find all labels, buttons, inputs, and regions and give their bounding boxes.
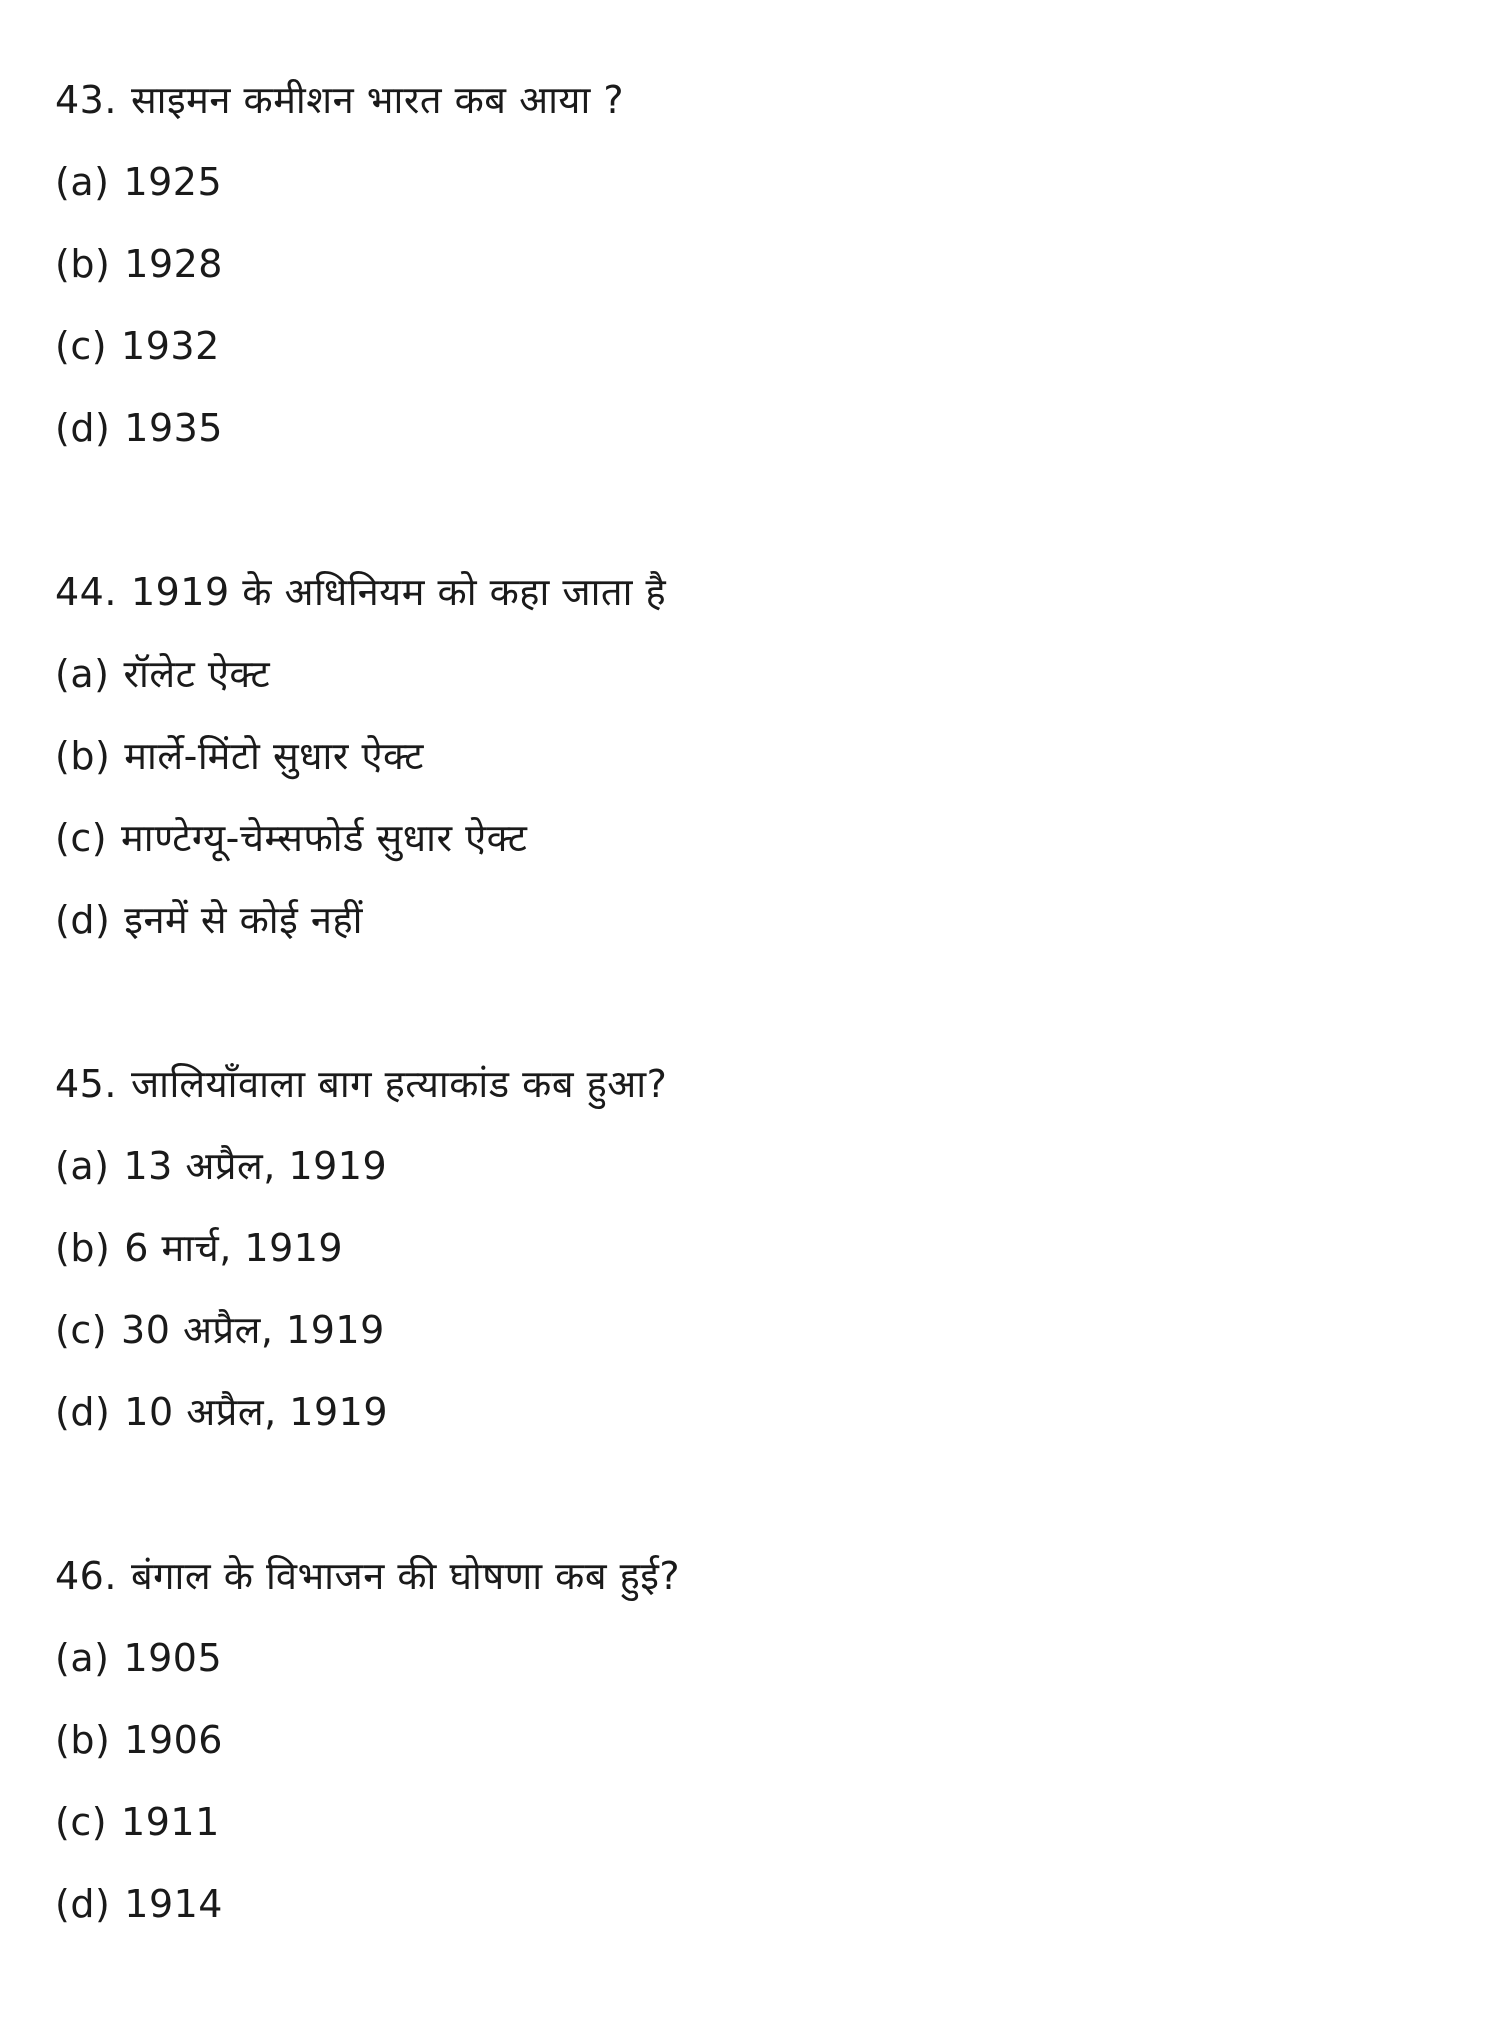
option-text: 1928: [124, 242, 223, 286]
option-text: 10 अप्रैल, 1919: [124, 1390, 388, 1434]
question-text-line: [55, 562, 666, 622]
question-number: 43.: [55, 78, 117, 122]
option-letter: (c): [55, 816, 108, 860]
question-text-line: [55, 1546, 680, 1606]
option-letter: (a): [55, 1636, 110, 1680]
option-letter: (b): [55, 242, 111, 286]
option-text: इनमें से कोई नहीं: [124, 898, 363, 942]
question-number: 44.: [55, 570, 117, 614]
option-c: [55, 1792, 220, 1852]
option-text: 1935: [124, 406, 223, 450]
question-text-line: [55, 1054, 667, 1114]
option-letter: (d): [55, 898, 111, 942]
option-letter: (b): [55, 1718, 111, 1762]
option-letter: (d): [55, 1390, 111, 1434]
option-c: [55, 316, 220, 376]
option-a: [55, 152, 222, 212]
option-d: [55, 890, 363, 950]
option-text: माण्टेग्यू-चेम्सफोर्ड सुधार ऐक्ट: [121, 816, 528, 860]
question-text-line: [55, 70, 624, 130]
option-letter: (d): [55, 406, 111, 450]
option-text: 30 अप्रैल, 1919: [121, 1308, 385, 1352]
option-b: [55, 1218, 343, 1278]
option-a: [55, 644, 270, 704]
option-text: 1932: [121, 324, 220, 368]
option-text: 1905: [123, 1636, 223, 1680]
option-text: 1906: [124, 1718, 223, 1762]
option-d: [55, 398, 223, 458]
question-number: 45.: [55, 1062, 117, 1106]
option-letter: (d): [55, 1882, 111, 1926]
question-text: 1919 के अधिनियम को कहा जाता है: [130, 570, 667, 614]
option-letter: (b): [55, 1226, 111, 1270]
question-text: साइमन कमीशन भारत कब आया ?: [130, 78, 625, 122]
option-text: 13 अप्रैल, 1919: [123, 1144, 388, 1188]
option-letter: (c): [55, 1800, 108, 1844]
option-letter: (a): [55, 1144, 110, 1188]
question-number: 46.: [55, 1554, 117, 1598]
option-text: 1914: [124, 1882, 223, 1926]
option-b: [55, 234, 223, 294]
option-b: [55, 1710, 223, 1770]
option-letter: (c): [55, 324, 108, 368]
option-a: [55, 1628, 222, 1688]
option-d: [55, 1874, 223, 1934]
option-text: रॉलेट ऐक्ट: [123, 652, 271, 696]
question-text: जालियाँवाला बाग हत्याकांड कब हुआ?: [130, 1062, 668, 1106]
option-text: 1925: [123, 160, 223, 204]
option-letter: (a): [55, 160, 110, 204]
option-c: [55, 1300, 385, 1360]
option-c: [55, 808, 527, 868]
option-text: 6 मार्च, 1919: [124, 1226, 344, 1270]
option-d: [55, 1382, 388, 1442]
option-a: [55, 1136, 387, 1196]
option-b: [55, 726, 424, 786]
option-text: 1911: [121, 1800, 220, 1844]
option-text: मार्ले-मिंटो सुधार ऐक्ट: [124, 734, 424, 778]
option-letter: (b): [55, 734, 111, 778]
option-letter: (c): [55, 1308, 108, 1352]
question-text: बंगाल के विभाजन की घोषणा कब हुई?: [130, 1554, 681, 1598]
option-letter: (a): [55, 652, 110, 696]
